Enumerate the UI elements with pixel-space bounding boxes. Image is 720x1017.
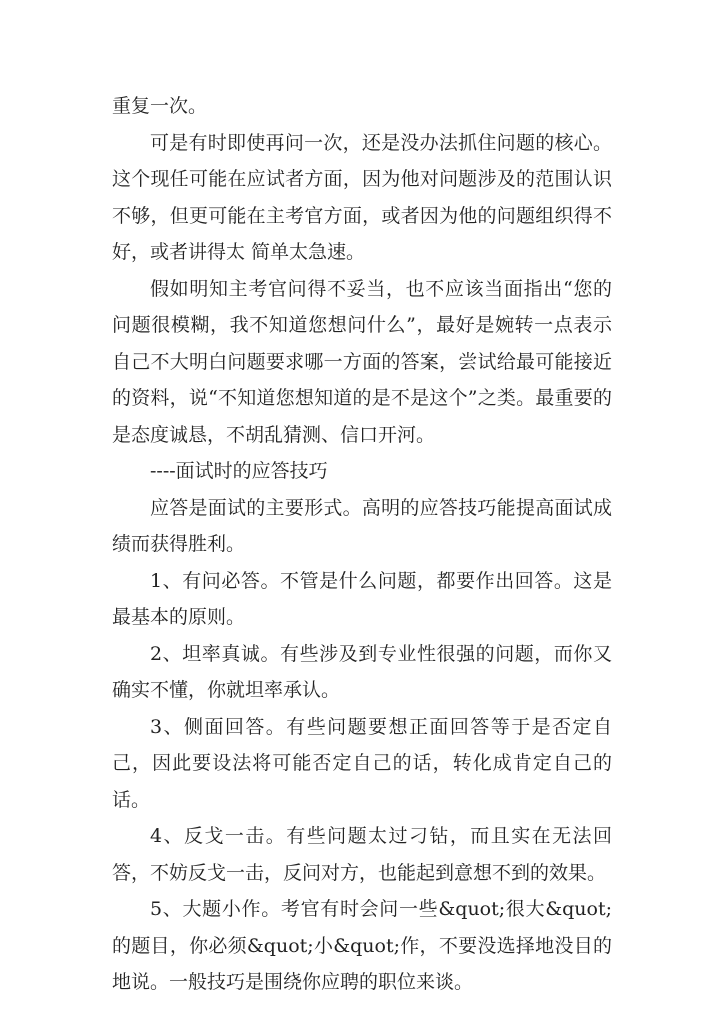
list-item: 3、侧面回答。有些问题要想正面回答等于是否定自己，因此要设法将可能否定自己的话，转化成肯定自己的话。 [112,715,612,811]
paragraph: 假如明知主考官问得不妥当，也不应该当面指出“您的问题很模糊，我不知道您想问什么”，最好是婉转一点表示自己不大明白问题要求哪一方面的答案，尝试给最可能接近的资料，说“不知道您想知道的是不是这个”之类。最重要的是态度诚恳，不胡乱猜测、信口开河。 [112,277,612,446]
list-item: 2、坦率真诚。有些涉及到专业性很强的问题，而你又确实不懂，你就坦率承认。 [112,642,612,701]
list-item: 4、反戈一击。有些问题太过刁钻，而且实在无法回答，不妨反戈一击，反问对方，也能起到意想不到的效果。 [112,825,612,884]
document-body [112,88,612,1001]
paragraph: 应答是面试的主要形式。高明的应答技巧能提高面试成绩而获得胜利。 [112,496,612,555]
section-heading: ----面试时的应答技巧 [150,460,328,482]
paragraph: 重复一次。 [112,95,208,117]
list-item: 5、大题小作。考官有时会问一些&quot;很大&quot;的题目，你必须&quot;小&quot;作，不要没选择地没目的地说。一般技巧是围绕你应聘的职位来谈。 [112,898,612,993]
paragraph: 可是有时即使再问一次，还是没办法抓住问题的核心。这个现任可能在应试者方面，因为他对问题涉及的范围认识不够，但更可能在主考官方面，或者因为他的问题组织得不好，或者讲得太 简单太急速。 [112,131,612,263]
list-item: 1、有问必答。不管是什么问题，都要作出回答。这是最基本的原则。 [112,569,612,628]
